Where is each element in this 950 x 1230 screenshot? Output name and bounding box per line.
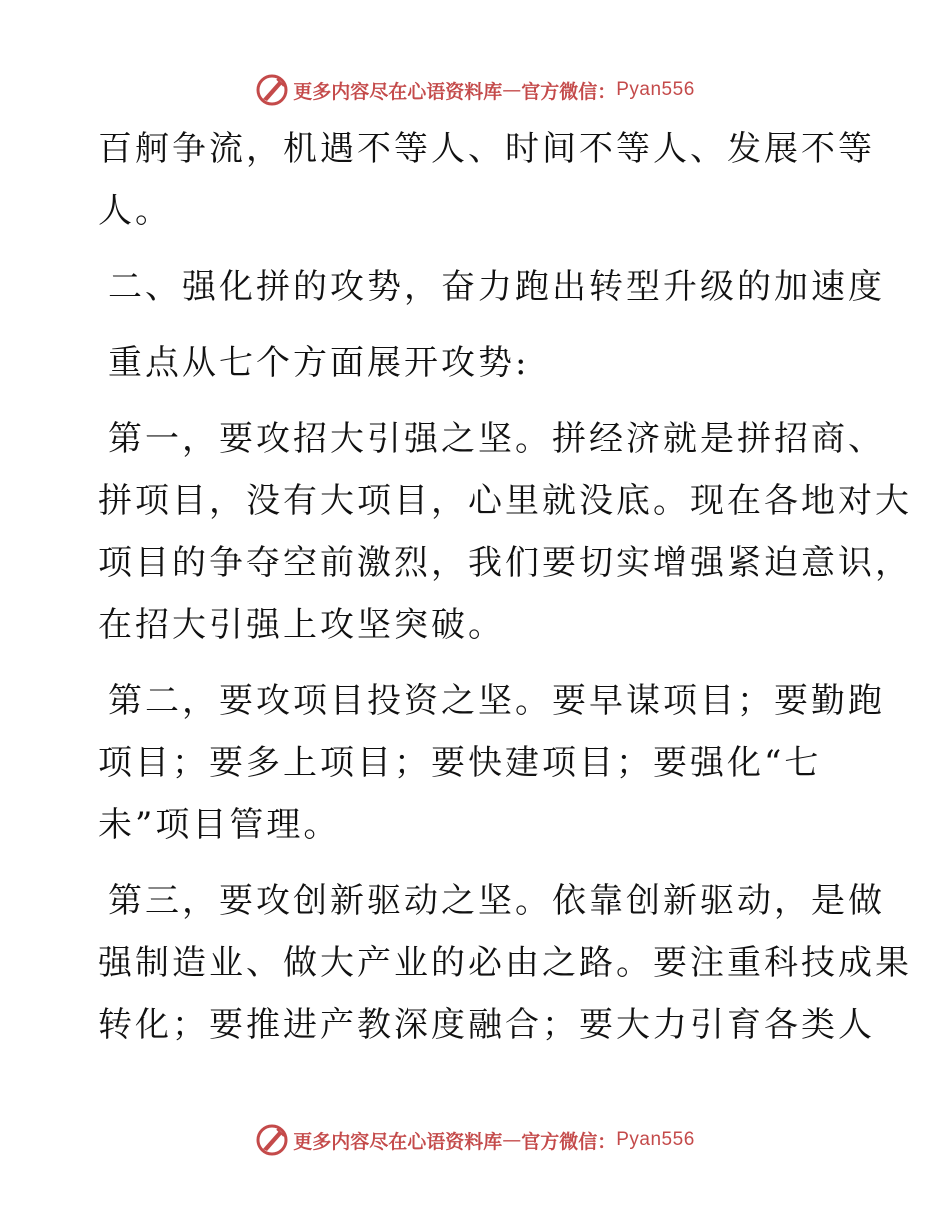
watermark-text: 更多内容尽在心语资料库 bbox=[293, 80, 503, 103]
text-line: 第二，要攻项目投资之坚。要早谋项目；要勤跑 bbox=[108, 681, 885, 721]
watermark-handle: Pyan556 bbox=[616, 79, 695, 100]
footer-watermark bbox=[0, 1120, 950, 1160]
text-line: 百舸争流，机遇不等人、时间不等人、发展不等 bbox=[98, 129, 875, 169]
text-line: 项目的争夺空前激烈，我们要切实增强紧迫意识， bbox=[98, 543, 912, 583]
text-line: 第三，要攻创新驱动之坚。依靠创新驱动，是做 bbox=[108, 881, 885, 921]
watermark-text: 更多内容尽在心语资料库 bbox=[293, 1130, 503, 1153]
intro-line: 重点从七个方面展开攻势: bbox=[108, 343, 530, 383]
header-watermark bbox=[0, 70, 950, 110]
paragraph-2 bbox=[98, 670, 885, 856]
text-line: 转化；要推进产教深度融合；要大力引育各类人 bbox=[98, 1005, 875, 1045]
text-line: 人。 bbox=[98, 191, 172, 231]
quill-seal-icon bbox=[255, 73, 289, 107]
watermark-dash: — bbox=[502, 1129, 522, 1151]
text-line: 第一，要攻招大引强之坚。拼经济就是拼招商、 bbox=[108, 419, 885, 459]
paragraph-1 bbox=[98, 408, 912, 656]
document-body bbox=[98, 118, 912, 1056]
watermark-wechat-label: 官方微信： bbox=[521, 80, 617, 103]
paragraph-0 bbox=[98, 118, 875, 242]
text-line: 在招大引强上攻坚突破。 bbox=[98, 605, 505, 645]
watermark-handle: Pyan556 bbox=[616, 1129, 695, 1150]
quill-seal-icon bbox=[255, 1123, 289, 1157]
text-line: 未”项目管理。 bbox=[98, 805, 341, 845]
watermark-wechat-label: 官方微信： bbox=[521, 1130, 617, 1153]
text-line: 强制造业、做大产业的必由之路。要注重科技成果 bbox=[98, 943, 912, 983]
paragraph-3 bbox=[98, 870, 912, 1056]
text-line: 项目；要多上项目；要快建项目；要强化“七 bbox=[98, 743, 822, 783]
text-line: 拼项目，没有大项目，心里就没底。现在各地对大 bbox=[98, 481, 912, 521]
watermark-dash: — bbox=[502, 79, 522, 101]
section-heading: 二、强化拼的攻势，奋力跑出转型升级的加速度 bbox=[108, 267, 885, 307]
